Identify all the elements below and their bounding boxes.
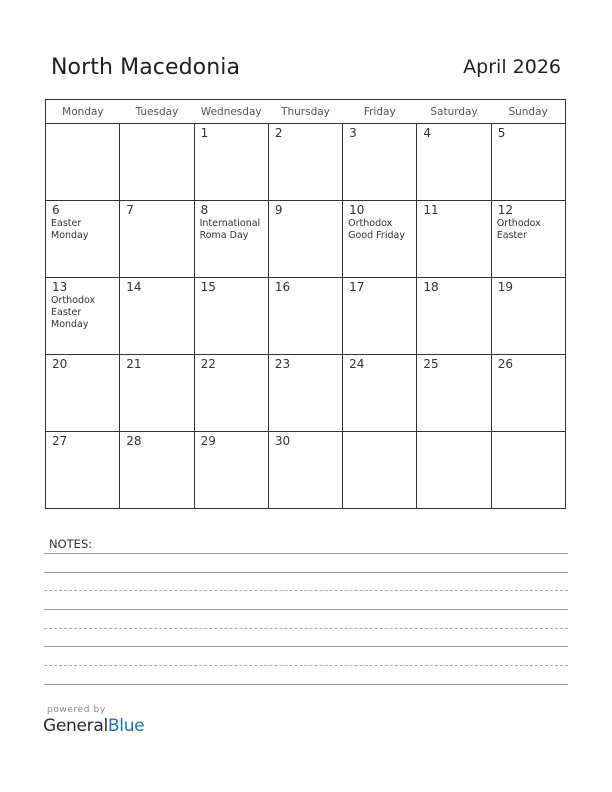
day-number: 28 [126,434,142,448]
calendar-day-cell[interactable] [268,124,342,201]
calendar-day-cell[interactable] [120,355,194,432]
day-number: 10 [349,203,365,217]
calendar-day-cell[interactable] [417,124,491,201]
notes-line [44,590,568,591]
day-number: 15 [200,280,216,294]
calendar-day-cell[interactable] [194,432,268,509]
day-number: 2 [274,126,283,140]
calendar-day-cell[interactable] [417,432,491,509]
calendar-day-cell[interactable] [120,278,194,355]
weekday-friday: Friday [343,100,417,124]
holiday-label: Orthodox Easter [496,218,541,241]
calendar-day-cell[interactable] [120,201,194,278]
calendar-day-cell[interactable] [194,124,268,201]
weekday-tuesday: Tuesday [120,100,194,124]
day-number: 1 [200,126,209,140]
calendar-day-cell[interactable] [194,201,268,278]
calendar-day-cell[interactable] [120,124,194,201]
brand-logo[interactable] [43,716,144,736]
holiday-label: Orthodox Easter Monday [51,295,96,330]
notes-line [44,553,568,554]
day-number: 25 [423,357,439,371]
day-number: 22 [200,357,216,371]
day-number: 19 [497,280,513,294]
day-number: 11 [423,203,439,217]
brand-general: General [43,716,108,736]
calendar-week-row [46,355,566,432]
brand-blue: Blue [107,716,145,736]
weekday-sunday: Sunday [491,100,565,124]
notes-line [44,628,568,629]
notes-line [44,609,568,610]
day-number: 29 [200,434,216,448]
day-number: 27 [52,434,68,448]
calendar-day-cell[interactable] [268,432,342,509]
day-number: 20 [52,357,68,371]
day-number: 18 [423,280,439,294]
calendar-day-cell[interactable] [491,355,565,432]
day-number: 17 [349,280,365,294]
calendar-day-cell[interactable] [491,201,565,278]
day-number: 16 [274,280,291,294]
calendar-day-cell[interactable] [46,355,120,432]
notes-line [44,684,568,685]
calendar-day-cell[interactable] [343,432,417,509]
holiday-label: International Roma Day [199,218,261,241]
month-year-label: April 2026 [463,56,561,78]
holiday-label: Orthodox Good Friday [348,218,405,241]
calendar-day-cell[interactable] [343,278,417,355]
day-number: 8 [200,203,209,217]
calendar-week-row [46,201,566,278]
day-number: 23 [274,357,291,371]
calendar-day-cell[interactable] [491,124,565,201]
calendar-day-cell[interactable] [343,124,417,201]
day-number: 30 [274,434,291,448]
day-number: 26 [497,357,513,371]
calendar-day-cell[interactable] [46,278,120,355]
notes-line [44,572,568,573]
calendar-week-row [46,278,566,355]
holiday-label: Easter Monday [51,218,89,241]
calendar-week-row [46,124,566,201]
notes-label: NOTES: [49,537,93,551]
calendar-grid [45,99,566,509]
calendar-day-cell[interactable] [268,201,342,278]
notes-line [44,665,568,666]
page-title: North Macedonia [51,55,241,80]
day-number: 6 [52,203,60,217]
day-number: 7 [126,203,134,217]
calendar-day-cell[interactable] [120,432,194,509]
calendar-day-cell[interactable] [343,201,417,278]
day-number: 14 [126,280,142,294]
day-number: 3 [349,126,357,140]
day-number: 13 [52,280,68,294]
calendar-day-cell[interactable] [417,355,491,432]
calendar-day-cell[interactable] [491,432,565,509]
notes-line [44,646,568,647]
calendar-day-cell[interactable] [46,201,120,278]
calendar-day-cell[interactable] [417,278,491,355]
day-number: 24 [349,357,365,371]
calendar-day-cell[interactable] [46,432,120,509]
day-number: 9 [274,203,283,217]
powered-by-text: powered by [47,705,106,715]
weekday-saturday: Saturday [417,100,491,124]
calendar-week-row [46,432,566,509]
weekday-header-row [46,100,566,124]
day-number: 5 [497,126,506,140]
day-number: 21 [126,357,142,371]
calendar-day-cell[interactable] [194,355,268,432]
calendar-day-cell[interactable] [417,201,491,278]
calendar-day-cell[interactable] [46,124,120,201]
calendar-day-cell[interactable] [491,278,565,355]
day-number: 12 [497,203,513,217]
calendar-day-cell[interactable] [268,355,342,432]
day-number: 4 [423,126,432,140]
weekday-wednesday: Wednesday [194,100,268,124]
calendar-day-cell[interactable] [194,278,268,355]
weekday-monday: Monday [46,100,120,124]
calendar-day-cell[interactable] [268,278,342,355]
calendar-day-cell[interactable] [343,355,417,432]
weekday-thursday: Thursday [268,100,342,124]
